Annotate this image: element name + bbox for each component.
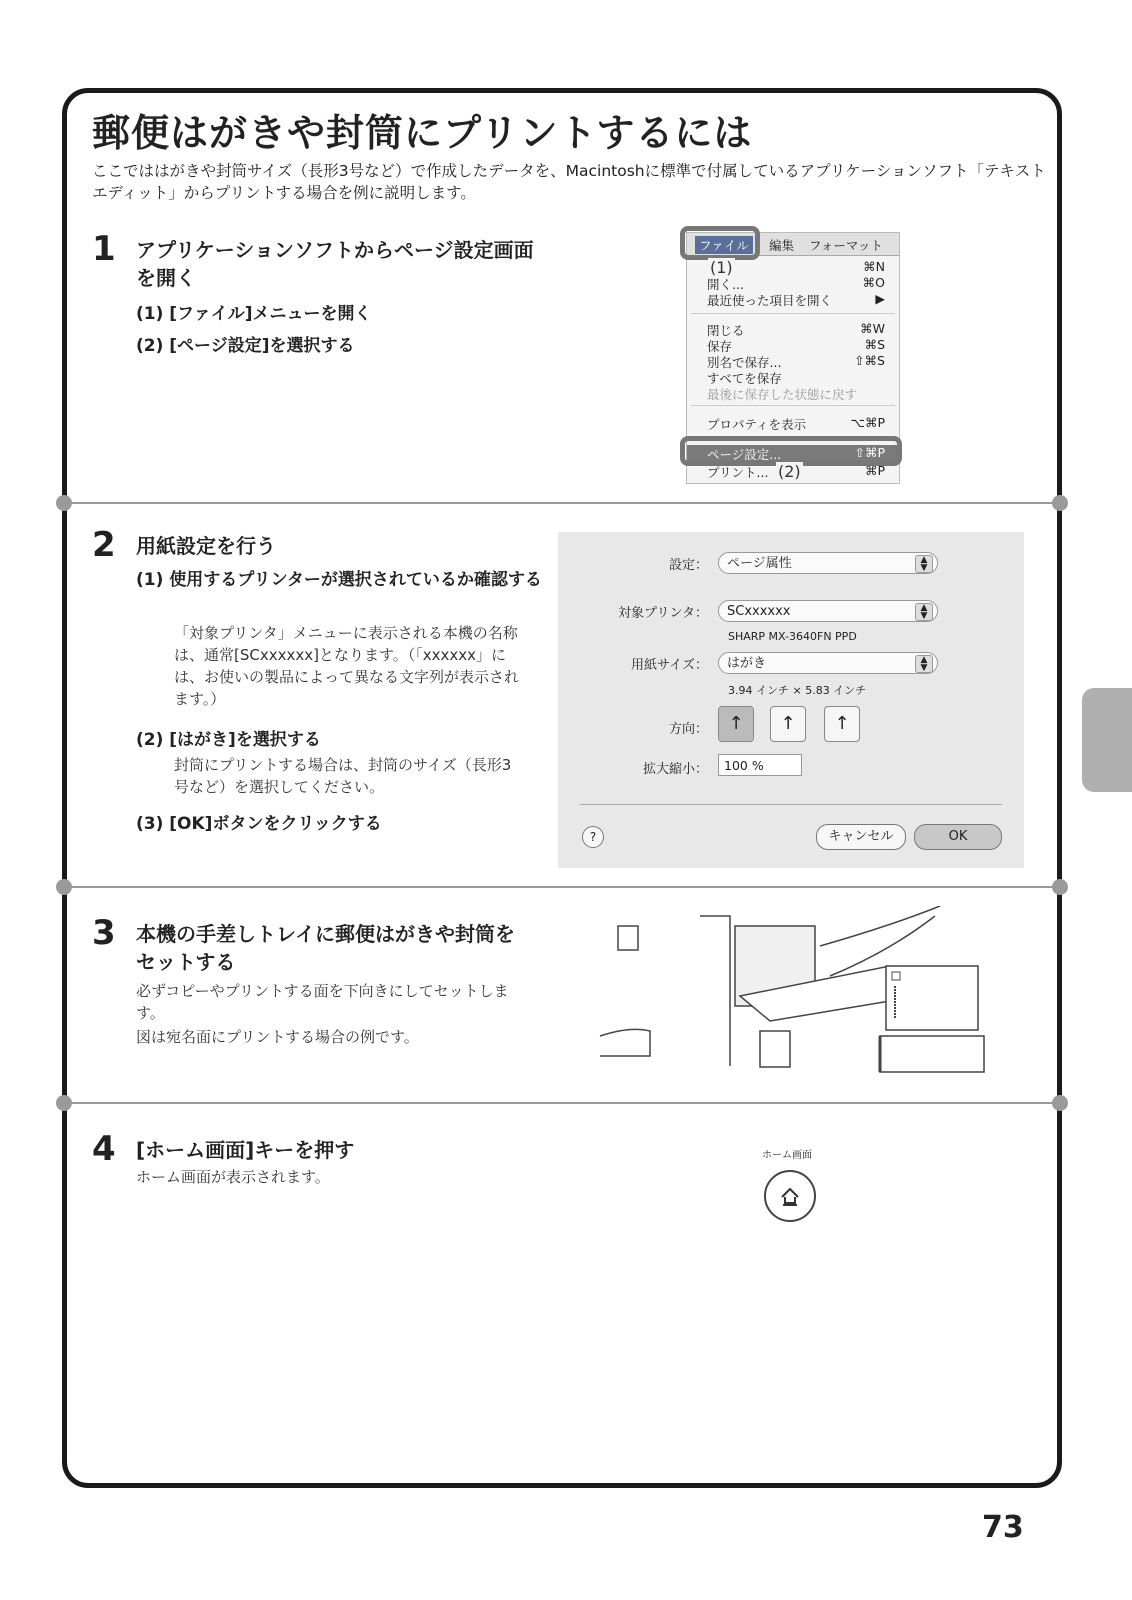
menu-separator — [691, 405, 895, 406]
printer-select[interactable]: SCxxxxxx ▲ ▼ — [718, 600, 938, 622]
dialog-divider — [580, 804, 1002, 805]
highlight-file-menu — [680, 226, 760, 260]
menu-item-close[interactable]: 閉じる ⌘W — [707, 321, 885, 338]
orientation-landscape-icon[interactable]: ↑ — [770, 706, 806, 742]
menu-item-save[interactable]: 保存 ⌘S — [707, 337, 885, 354]
menu-item-recent[interactable]: 最近使った項目を開く ▶ — [707, 291, 885, 308]
menu-item-open[interactable]: 開く... ⌘O — [707, 275, 885, 292]
substep: (1) 使用するプリンターが選択されているか確認する — [136, 570, 542, 590]
step-desc: 図は宛名面にプリントする場合の例です。 — [136, 1028, 419, 1046]
ok-button[interactable]: OK — [914, 824, 1002, 850]
menu-item-new[interactable]: ⌘N — [863, 259, 885, 274]
substep: (2) [はがき]を選択する — [136, 730, 321, 750]
menu-item-save-all[interactable]: すべてを保存 — [707, 371, 782, 386]
section-divider — [64, 886, 1060, 888]
orientation-portrait-icon[interactable]: ↑ — [718, 706, 754, 742]
orientation-label: 方向： — [668, 722, 708, 737]
menu-format[interactable]: フォーマット — [809, 238, 883, 253]
menu-item-save-as[interactable]: 別名で保存... ⇧⌘S — [707, 353, 885, 370]
step-title: [ホーム画面]キーを押す — [136, 1138, 355, 1162]
menu-file[interactable]: ファイル — [695, 236, 753, 254]
menu-item-revert: 最後に保存した状態に戻す — [707, 387, 858, 402]
step-desc: ホーム画面が表示されます。 — [136, 1168, 330, 1186]
step-number: 3 — [92, 913, 116, 953]
substep-desc: 封筒にプリントする場合は、封筒のサイズ（長形3号など）を選択してください。 — [174, 756, 512, 796]
paper-size-select[interactable]: はがき ▲ ▼ — [718, 652, 938, 674]
stepper-arrows-icon: ▲ ▼ — [915, 655, 933, 673]
scale-input[interactable]: 100 % — [718, 754, 802, 776]
settings-label: 設定： — [668, 558, 708, 573]
menu-separator — [691, 313, 895, 314]
step-number: 1 — [92, 229, 116, 269]
menu-item-print[interactable]: プリント... ⌘P — [707, 463, 885, 480]
substep: (2) [ページ設定]を選択する — [136, 336, 355, 356]
section-divider — [64, 502, 1060, 504]
step-title: 本機の手差しトレイに郵便はがきや封筒をセットする — [136, 922, 515, 974]
help-button[interactable]: ? — [582, 826, 604, 848]
home-key-label: ホーム画面 — [762, 1150, 812, 1161]
substep: (1) [ファイル]メニューを開く — [136, 304, 372, 324]
step-desc: 必ずコピーやプリントする面を下向きにしてセットします。 — [136, 982, 509, 1022]
paper-size-label: 用紙サイズ： — [631, 658, 708, 673]
printer-ppd: SHARP MX-3640FN PPD — [728, 630, 857, 643]
scale-label: 拡大縮小： — [642, 762, 708, 777]
step-title: アプリケーションソフトからページ設定画面を開く — [136, 238, 534, 290]
page-setup-dialog — [558, 532, 1024, 868]
home-key-button[interactable] — [764, 1170, 816, 1222]
menu-item-page-setup[interactable]: ページ設定... ⇧⌘P — [687, 445, 899, 461]
step-number: 2 — [92, 525, 116, 565]
substep-desc: 「対象プリンタ」メニューに表示される本機の名称は、通常[SCxxxxxx]となります。（「xxxxxx」には、お使いの製品によって異なる文字列が表示されます。） — [174, 624, 520, 708]
section-divider — [64, 1102, 1060, 1104]
stepper-arrows-icon: ▲ ▼ — [915, 555, 933, 573]
home-icon — [766, 1172, 814, 1220]
cancel-button[interactable]: キャンセル — [816, 824, 906, 850]
settings-select[interactable]: ページ属性 ▲ ▼ — [718, 552, 938, 574]
stepper-arrows-icon: ▲ ▼ — [915, 603, 933, 621]
step-number: 4 — [92, 1129, 116, 1169]
substep: (3) [OK]ボタンをクリックする — [136, 814, 382, 834]
menu-item-properties[interactable]: プロパティを表示 ⌥⌘P — [707, 415, 885, 432]
callout-1: (1) — [710, 258, 733, 277]
paper-dimensions: 3.94 インチ × 5.83 インチ — [728, 684, 867, 697]
page-side-tab — [1082, 688, 1132, 792]
page-number: 73 — [982, 1510, 1024, 1545]
callout-2: (2) — [778, 462, 801, 481]
page-title: 郵便はがきや封筒にプリントするには — [92, 111, 753, 155]
intro-text: ここでははがきや封筒サイズ（長形3号など）で作成したデータを、Macintoshに標準で付属しているアプリケーションソフト「テキストエディット」からプリントする場合を例に説明します。 — [92, 162, 1046, 202]
orientation-landscape-reverse-icon[interactable]: ↑ — [824, 706, 860, 742]
step-title: 用紙設定を行う — [136, 534, 276, 558]
bypass-tray-illustration — [590, 906, 1010, 1076]
menu-edit[interactable]: 編集 — [769, 238, 795, 253]
printer-label: 対象プリンタ： — [618, 606, 708, 621]
